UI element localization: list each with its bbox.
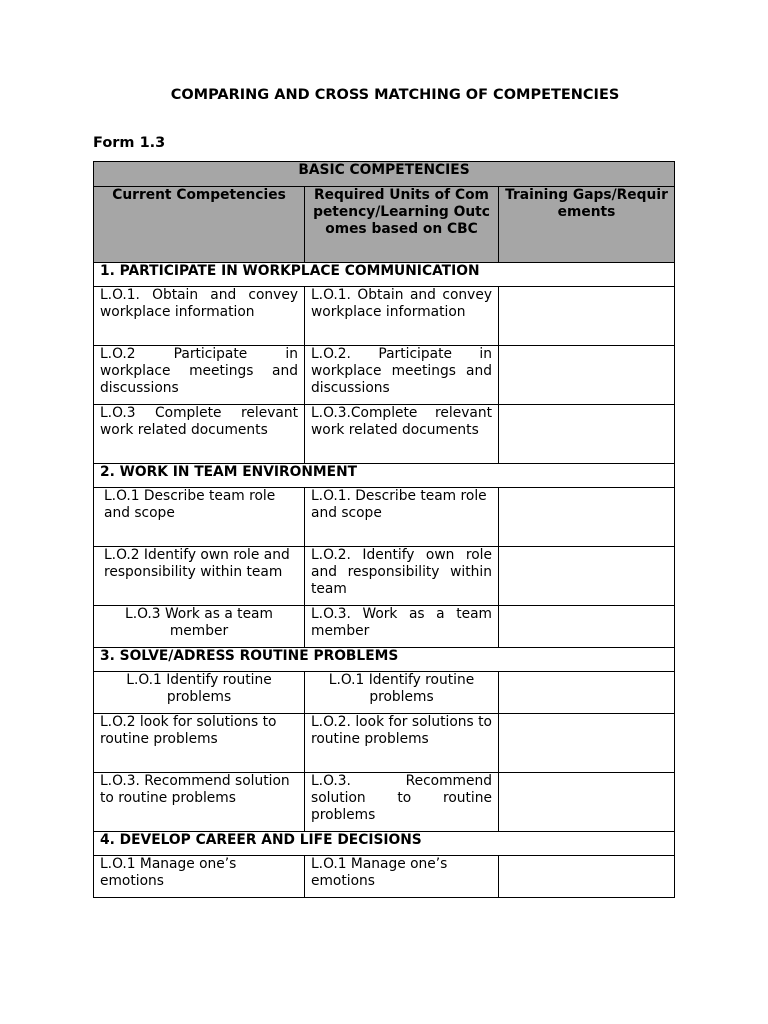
form-label: Form 1.3	[93, 135, 166, 151]
training-gap-cell	[499, 547, 675, 606]
required-competency-cell: L.O.3. Work as a team member	[305, 606, 499, 648]
required-competency-cell: L.O.3.Complete relevant work related documents	[305, 405, 499, 464]
required-competency-cell: L.O.1. Describe team role and scope	[305, 488, 499, 547]
table-row	[94, 488, 675, 547]
current-competency-cell: L.O.2 Identify own role and responsibility within team	[94, 547, 305, 606]
current-competency-cell: L.O.2 Participate in workplace meetings and discussions	[94, 346, 305, 405]
current-competency-cell: L.O.3 Work as a team member	[94, 606, 305, 648]
current-competency-cell: L.O.2 look for solutions to routine problems	[94, 714, 305, 773]
section-heading: 3. SOLVE/ADRESS ROUTINE PROBLEMS	[94, 648, 675, 672]
training-gap-cell	[499, 773, 675, 832]
section-heading: 2. WORK IN TEAM ENVIRONMENT	[94, 464, 675, 488]
training-gap-cell	[499, 606, 675, 648]
required-competency-cell: L.O.2. Identify own role and responsibility within team	[305, 547, 499, 606]
column-header-gaps: Training Gaps/Requirements	[499, 187, 675, 263]
group-header: BASIC COMPETENCIES	[94, 162, 675, 187]
training-gap-cell	[499, 405, 675, 464]
column-header-required: Required Units of Competency/Learning Outcomes based on CBC	[305, 187, 499, 263]
required-competency-cell: L.O.1 Manage one’s emotions	[305, 856, 499, 898]
required-competency-cell: L.O.1 Identify routine problems	[305, 672, 499, 714]
section-heading: 4. DEVELOP CAREER AND LIFE DECISIONS	[94, 832, 675, 856]
table-row	[94, 547, 675, 606]
table-row	[94, 856, 675, 898]
table-row	[94, 672, 675, 714]
required-competency-cell: L.O.2. Participate in workplace meetings and discussions	[305, 346, 499, 405]
table-row	[94, 287, 675, 346]
required-competency-cell: L.O.3. Recommend solution to routine problems	[305, 773, 499, 832]
current-competency-cell: L.O.1. Obtain and convey workplace information	[94, 287, 305, 346]
training-gap-cell	[499, 714, 675, 773]
training-gap-cell	[499, 488, 675, 547]
table-row	[94, 606, 675, 648]
competency-table	[93, 161, 675, 898]
current-competency-cell: L.O.3 Complete relevant work related documents	[94, 405, 305, 464]
training-gap-cell	[499, 346, 675, 405]
training-gap-cell	[499, 672, 675, 714]
current-competency-cell: L.O.1 Describe team role and scope	[94, 488, 305, 547]
training-gap-cell	[499, 287, 675, 346]
section-row	[94, 464, 675, 488]
page-title: COMPARING AND CROSS MATCHING OF COMPETENCIES	[170, 87, 620, 103]
column-header-current: Current Competencies	[94, 187, 305, 263]
section-row	[94, 648, 675, 672]
section-heading: 1. PARTICIPATE IN WORKPLACE COMMUNICATION	[94, 263, 675, 287]
training-gap-cell	[499, 856, 675, 898]
column-header-row	[94, 187, 675, 263]
table-row	[94, 405, 675, 464]
table-row	[94, 714, 675, 773]
group-header-row	[94, 162, 675, 187]
section-row	[94, 263, 675, 287]
current-competency-cell: L.O.1 Identify routine problems	[94, 672, 305, 714]
table-row	[94, 773, 675, 832]
current-competency-cell: L.O.3. Recommend solution to routine problems	[94, 773, 305, 832]
current-competency-cell: L.O.1 Manage one’s emotions	[94, 856, 305, 898]
required-competency-cell: L.O.2. look for solutions to routine problems	[305, 714, 499, 773]
section-row	[94, 832, 675, 856]
table-row	[94, 346, 675, 405]
required-competency-cell: L.O.1. Obtain and convey workplace information	[305, 287, 499, 346]
